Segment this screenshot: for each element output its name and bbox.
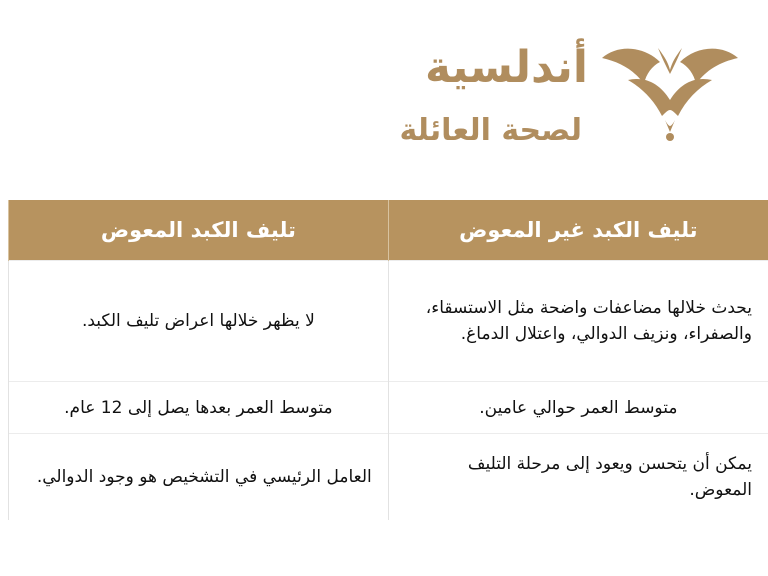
brand-tagline: لصحة العائلة: [399, 113, 582, 148]
table-cell: يمكن أن يتحسن ويعود إلى مرحلة التليف المعوض.: [388, 434, 768, 521]
header-decompensated: تليف الكبد غير المعوض: [388, 200, 768, 261]
andalusia-emblem-icon: [598, 40, 742, 142]
comparison-table: [8, 200, 768, 520]
table-header-row: [9, 200, 768, 261]
table-row: [9, 382, 768, 434]
table-cell: يحدث خلالها مضاعفات واضحة مثل الاستسقاء، والصفراء، ونزيف الدوالي، واعتلال الدماغ.: [388, 261, 768, 382]
brand-name: أندلسية: [425, 42, 588, 93]
table-cell: العامل الرئيسي في التشخيص هو وجود الدوالي.: [9, 434, 389, 521]
header-compensated: تليف الكبد المعوض: [9, 200, 389, 261]
table-row: [9, 261, 768, 382]
table-cell: لا يظهر خلالها اعراض تليف الكبد.: [9, 261, 389, 382]
logo-area: [0, 0, 768, 200]
table-cell: متوسط العمر بعدها يصل إلى 12 عام.: [9, 382, 389, 434]
table-cell: متوسط العمر حوالي عامين.: [388, 382, 768, 434]
table-row: [9, 434, 768, 521]
